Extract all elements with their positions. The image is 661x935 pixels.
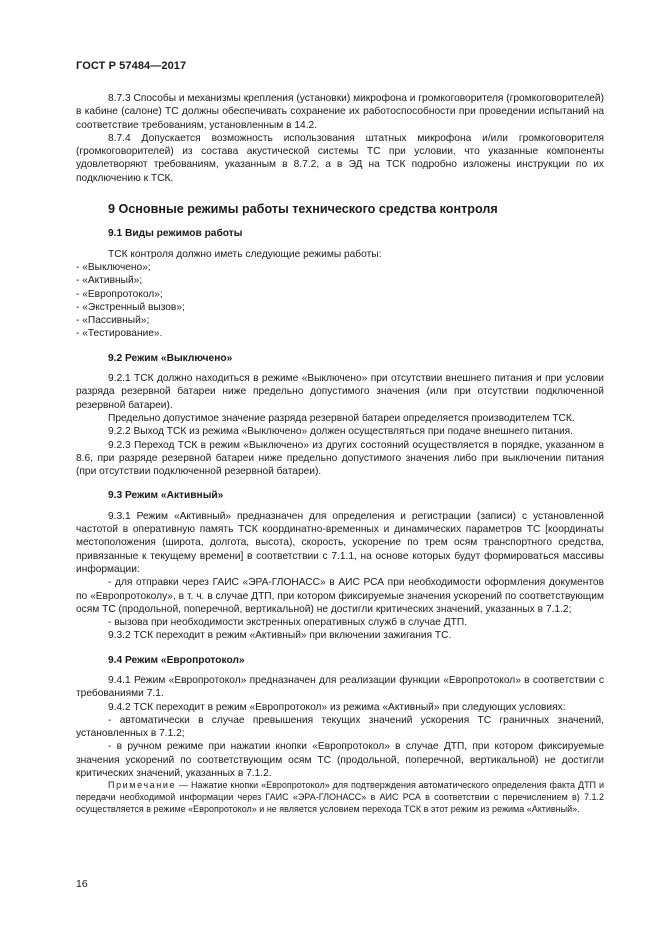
- paragraph-9-2-1: 9.2.1 ТСК должно находиться в режиме «Выключено» при отсутствии внешнего питания и при условии разряда резервной батареи ниже предельно допустимого значения (или при отсутствии подключенной резервной батареи).: [76, 373, 604, 411]
- document-header: ГОСТ Р 57484—2017: [76, 60, 187, 72]
- paragraph-9-4-2-b: - в ручном режиме при нажатии кнопки «Европротокол» в случае ДТП, при котором фиксируемые значения ускорений по соответствующим осям ТС (продольной, поперечной, вертикальной) не достигли критических значений, указанных в 7.1.2.: [76, 741, 604, 780]
- paragraph-8-7-4: 8.7.4 Допускается возможность использования штатных микрофона и/или громкоговорителя (громкоговорителей) из состава акустической системы ТС при условии, что указанные компоненты удовлетворяют требованиям, указанным в 8.7.2, а в ЭД на ТСК подробно изложены инструкции по их подключению к ТСК.: [76, 132, 604, 184]
- paragraph-9-4-1: 9.4.1 Режим «Европротокол» предназначен для реализации функции «Европротокол» в соответствии с требованиями 7.1.: [76, 674, 604, 700]
- note-label: Примечание: [108, 780, 177, 791]
- list-item: - «Пассивный»;: [76, 315, 150, 327]
- paragraph-9-3-1-b: - вызова при необходимости экстренных оперативных служб в случае ДТП.: [108, 617, 468, 629]
- paragraph-9-2-2: 9.2.2 Выход ТСК из режима «Выключено» должен осуществляться при подаче внешнего питания.: [108, 426, 574, 438]
- paragraph-9-3-1-a: - для отправки через ГАИС «ЭРА-ГЛОНАСС» в АИС РСА при необходимости оформления документов по «Европротоколу», в т. ч. в случае ДТП, при котором фиксируемые значения ускорений по соответствующим осям ТС (продольной, поперечной, вертикальной) не достигли критических значений, указанных в 7.1.2;: [76, 577, 604, 615]
- list-item: - «Тестирование».: [76, 328, 163, 340]
- list-item: - «Активный»;: [76, 275, 143, 287]
- section-heading-9: 9 Основные режимы работы технического средства контроля: [108, 202, 498, 217]
- subsection-heading-9-3: 9.3 Режим «Активный»: [108, 490, 224, 502]
- paragraph-9-1: ТСК контроля должно иметь следующие режимы работы:: [108, 248, 382, 260]
- paragraph-9-2-3: 9.2.3 Переход ТСК в режим «Выключено» из других состояний осуществляется в порядке, указанном в 8.6, при разряде резервной батареи ниже предельно допустимого значения либо при выключении питания (при отсутствии подключенной резервной батареи).: [76, 439, 604, 478]
- note-text: — Нажатие кнопки «Европротокол» для подтверждения автоматического определения факта ДТП и передачи необходимой информации через ГАИС «ЭРА-ГЛОНАСС» в АИС РСА в соответствии с перечислением в) 7.1.2 осуществляется в режиме «Европротокол» и не является условием перехода ТСК в этот режим из режима «Активный».: [76, 780, 604, 814]
- paragraph-9-3-2: 9.3.2 ТСК переходит в режим «Активный» при включении зажигания ТС.: [108, 630, 452, 642]
- page-number: 16: [76, 878, 88, 890]
- list-item: - «Экстренный вызов»;: [76, 301, 185, 313]
- page-content: [76, 92, 604, 816]
- subsection-heading-9-2: 9.2 Режим «Выключено»: [108, 352, 233, 364]
- paragraph-9-3-1: 9.3.1 Режим «Активный» предназначен для определения и регистрации (записи) с установленной частотой в оперативную память ТСК координатно-временных и динамических параметров ТС [координаты местоположения (широта, долгота, высота), скорость, ускорение по трем осям транспортного средства, привязанные к текущему времени] в соответствии с 7.1.1, на основе которых будут формироваться массивы информации:: [76, 510, 604, 575]
- note: [76, 780, 604, 815]
- paragraph-9-4-2: 9.4.2 ТСК переходит в режим «Европротокол» из режима «Активный» при следующих условиях:: [108, 701, 566, 713]
- paragraph-9-4-2-a: - автоматически в случае превышения текущих значений ускорения ТС граничных значений, установленных в 7.1.2;: [76, 714, 604, 740]
- paragraph-8-7-3: 8.7.3 Способы и механизмы крепления (установки) микрофона и громкоговорителя (громкоговорителей) в кабине (салоне) ТС должны обеспечивать сохранение их работоспособности при проведении испытаний на соответствие требованиям, установленным в 14.2.: [76, 93, 604, 131]
- list-item: - «Европротокол»;: [76, 288, 163, 300]
- list-item: - «Выключено»;: [76, 261, 151, 273]
- subsection-heading-9-4: 9.4 Режим «Европротокол»: [108, 654, 245, 666]
- subsection-heading-9-1: 9.1 Виды режимов работы: [108, 228, 243, 240]
- paragraph-9-2-1-b: Предельно допустимое значение разряда резервной батареи определяется производителем ТСК.: [108, 412, 575, 424]
- modes-list: [76, 261, 604, 341]
